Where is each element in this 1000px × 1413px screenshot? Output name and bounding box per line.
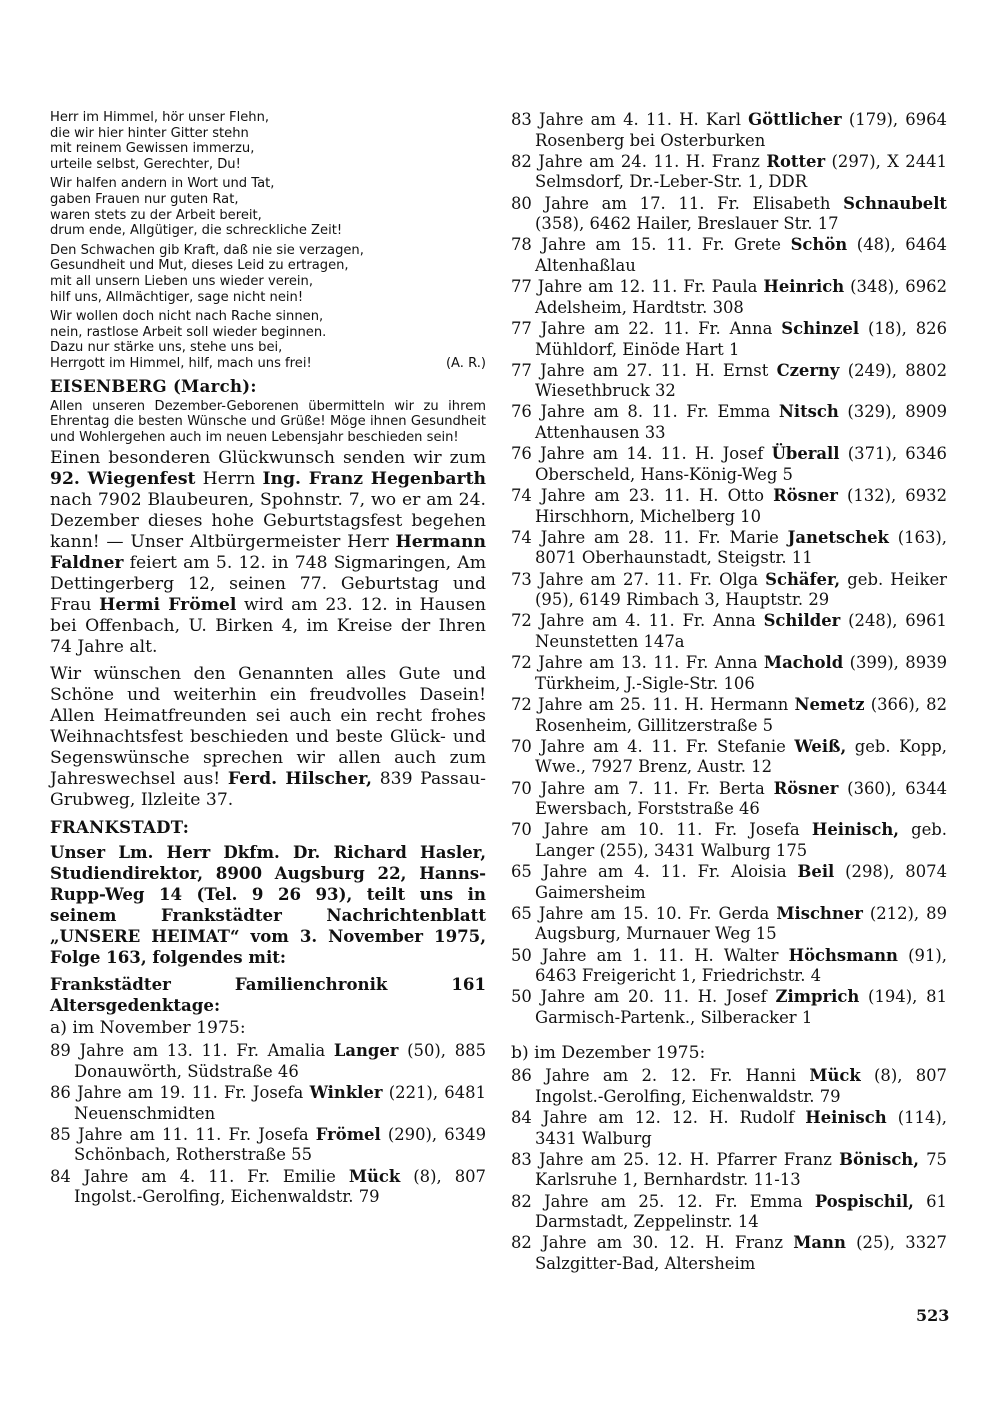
entry-address: geb. Kopp, Wwe., 7927 Brenz, Austr. 12 (535, 736, 947, 777)
birthday-entry (50, 1083, 486, 1124)
birthday-entry (511, 361, 947, 402)
birthday-entry (511, 235, 947, 276)
text-run: wird am 23. 12. in Hausen bei Offenbach, U. Birken 4, im Kreise der Ihren 74 Jahre alt. (50, 595, 487, 658)
entry-surname: Langer (333, 1041, 399, 1061)
entry-date: 72 Jahre am 13. 11. Fr. Anna (511, 653, 764, 673)
entry-date: 85 Jahre am 11. 11. Fr. Josefa (50, 1124, 316, 1144)
entry-date: 76 Jahre am 8. 11. Fr. Emma (511, 402, 779, 422)
entry-address: (8), 807 Ingolst.-Gerolfing, Eichenwaldstr. 79 (74, 1166, 486, 1207)
text-run: feiert am 5. 12. in 748 Sigmaringen, Am Dettingerberg 12, seinen 77. Geburtstag und Frau (50, 553, 486, 616)
text-run: Wir wünschen den Genannten alles Gute und Schöne und weiterhin ein freudvolles Dasein! Allen Heimatfreunden sei auch ein recht frohes Weihnachtsfest beschieden und beste Glück- und Segenswünsche sprechen wir allen auch zum Jahreswechsel aus! (50, 664, 486, 790)
december-label: b) im Dezember 1975: (511, 1043, 706, 1064)
entry-date: 70 Jahre am 10. 11. Fr. Josefa (511, 820, 812, 840)
text-run: nach 7902 Blaubeuren, Spohnstr. 7, wo er am 24. Dezember dieses hohe Geburtstagsfest begehen kann! — Unser Altbürgermeister Herr (50, 490, 486, 553)
poem-stanza (50, 309, 486, 371)
left-column (50, 110, 486, 1208)
entry-address: (290), 6349 Schönbach, Rotherstraße 55 (74, 1124, 486, 1165)
entry-surname: Schäfer, (765, 569, 841, 589)
birthday-entry (511, 611, 947, 652)
entry-address: geb. Langer (255), 3431 Walburg 175 (535, 820, 948, 860)
birthday-entry (511, 779, 947, 820)
entry-surname: Bönisch, (839, 1149, 919, 1169)
poem-line: mit reinem Gewissen immerzu, (50, 141, 255, 157)
entry-surname: Heinisch (805, 1107, 887, 1127)
birthday-entry (511, 987, 947, 1028)
entry-address: (221), 6481 Neuenschmidten (74, 1083, 486, 1123)
entry-date: 74 Jahre am 28. 11. Fr. Marie (511, 527, 788, 547)
entry-address: (298), 8074 Gaimersheim (535, 862, 948, 902)
entry-address: (358), 6462 Hailer, Breslauer Str. 17 (535, 214, 839, 234)
entry-date: 82 Jahre am 24. 11. H. Franz (511, 151, 767, 171)
poem-line: Wir wollen doch nicht nach Rache sinnen, (50, 309, 324, 325)
entry-date: 74 Jahre am 23. 11. H. Otto (511, 486, 774, 506)
poem-line: Herrgott im Himmel, hilf, mach uns frei! (50, 355, 312, 371)
birthday-entry (511, 904, 947, 945)
birthday-entry (511, 737, 947, 778)
birthday-entry (511, 653, 947, 694)
eisenberg-paragraph-2 (50, 664, 486, 811)
entry-surname: Nemetz (794, 694, 865, 714)
poem-final-line (50, 356, 486, 372)
entry-date: 65 Jahre am 4. 11. Fr. Aloisia (511, 862, 798, 882)
text-run-bold: Ferd. Hilscher, (227, 769, 373, 790)
entry-surname: Heinrich (763, 277, 845, 297)
entry-address: (179), 6964 Rosenberg bei Osterburken (535, 110, 947, 150)
poem-line: die wir hier hinter Gitter stehn (50, 125, 249, 141)
poem-stanza (50, 243, 486, 305)
entry-surname: Überall (771, 444, 840, 464)
entry-date: 82 Jahre am 25. 12. Fr. Emma (511, 1191, 815, 1211)
birthday-entry (511, 194, 947, 235)
birthday-entry (511, 402, 947, 443)
entry-date: 50 Jahre am 1. 11. H. Walter (511, 945, 789, 965)
november-label: a) im November 1975: (50, 1018, 246, 1039)
entry-date: 70 Jahre am 7. 11. Fr. Berta (511, 778, 774, 798)
entry-surname: Pospischil, (814, 1191, 914, 1211)
birthday-entry (511, 1192, 947, 1233)
entry-surname: Mück (348, 1166, 401, 1186)
entry-surname: Czerny (776, 360, 840, 380)
poem-line: Dazu nur stärke uns, stehe uns bei, (50, 340, 283, 356)
entry-address: (114), 3431 Walburg (535, 1107, 947, 1148)
poem-line: urteile selbst, Gerechter, Du! (50, 156, 241, 172)
entry-address: (91), 6463 Freigericht 1, Friedrichstr. 4 (535, 945, 947, 986)
birthday-entry (511, 277, 947, 318)
entry-surname: Weiß, (794, 736, 847, 756)
frankstadt-heading: FRANKSTADT: (50, 818, 190, 838)
poem-line: gaben Frauen nur guten Rat, (50, 191, 239, 207)
entry-date: 86 Jahre am 19. 11. Fr. Josefa (50, 1083, 310, 1103)
november-list-right (511, 110, 947, 1029)
birthday-entry (511, 528, 947, 569)
entry-surname: Rotter (766, 151, 826, 171)
poem-stanza (50, 176, 486, 238)
entry-surname: Göttlicher (748, 110, 842, 129)
entry-date: 83 Jahre am 4. 11. H. Karl (511, 110, 749, 129)
entry-surname: Nitsch (778, 402, 839, 422)
entry-address: (25), 3327 Salzgitter-Bad, Altersheim (535, 1233, 947, 1273)
frankstadt-intro: Unser Lm. Herr Dkfm. Dr. Richard Hasler, Studiendirektor, 8900 Augsburg 22, Hanns-Rupp-Weg 14 (Tel. 9 26 93), teilt uns in seinem Frankstädter Nachrichtenblatt „UNSERE HEIMAT“ vom 3. November 1975, Folge 163, folgendes mit: (50, 842, 486, 968)
entry-date: 65 Jahre am 15. 10. Fr. Gerda (511, 903, 777, 923)
entry-address: 75 Karlsruhe 1, Bernhardstr. 11-13 (535, 1149, 947, 1190)
entry-address: (132), 6932 Hirschhorn, Michelberg 10 (535, 486, 947, 526)
poem-stanza (50, 110, 486, 172)
poem-line: Herr im Himmel, hör unser Flehn, (50, 110, 270, 125)
entry-surname: Schilder (763, 611, 841, 631)
entry-surname: Schön (790, 235, 848, 255)
birthday-entry (511, 1150, 947, 1191)
birthday-entry (511, 110, 947, 151)
poem-line: nein, rastlose Arbeit soll wieder beginnen. (50, 324, 327, 340)
page-number: 523 (916, 1306, 950, 1325)
entry-date: 72 Jahre am 25. 11. H. Hermann (511, 694, 795, 714)
entry-date: 73 Jahre am 27. 11. Fr. Olga (511, 569, 766, 589)
entry-date: 78 Jahre am 15. 11. Fr. Grete (511, 235, 791, 255)
chronik-title: Frankstädter Familienchronik 161 Altersgedenktage: (50, 974, 486, 1016)
birthday-entry (511, 319, 947, 360)
entry-surname: Mück (809, 1066, 861, 1086)
entry-address: (8), 807 Ingolst.-Gerolfing, Eichenwaldstr. 79 (535, 1066, 947, 1106)
entry-address: (248), 6961 Neunstetten 147a (535, 611, 947, 651)
entry-surname: Winkler (309, 1083, 383, 1103)
eisenberg-intro: Allen unseren Dezember-Geborenen übermitteln wir zu ihrem Ehrentag die besten Wünsche und Grüße! Möge ihnen Gesundheit und Wohlergehen auch im neuen Lebensjahr beschieden sein! (50, 398, 486, 445)
birthday-entry (50, 1125, 486, 1166)
birthday-entry (511, 570, 947, 611)
entry-date: 50 Jahre am 20. 11. H. Josef (511, 987, 776, 1007)
entry-date: 82 Jahre am 30. 12. H. Franz (511, 1233, 794, 1253)
entry-date: 76 Jahre am 14. 11. H. Josef (511, 444, 772, 464)
poem-line: hilf uns, Allmächtiger, sage nicht nein! (50, 289, 304, 305)
poem-signature: (A. R.) (445, 355, 486, 371)
entry-date: 83 Jahre am 25. 12. H. Pfarrer Franz (511, 1149, 840, 1169)
entry-address: geb. Heiker (95), 6149 Rimbach 3, Hauptstr. 29 (535, 569, 947, 610)
entry-date: 86 Jahre am 2. 12. Fr. Hanni (511, 1066, 810, 1086)
entry-date: 77 Jahre am 12. 11. Fr. Paula (511, 277, 764, 297)
entry-date: 70 Jahre am 4. 11. Fr. Stefanie (511, 736, 795, 756)
entry-date: 77 Jahre am 22. 11. Fr. Anna (511, 318, 782, 338)
entry-address: (366), 82 Rosenheim, Gillitzerstraße 5 (535, 694, 948, 735)
text-run-bold: Hermann Faldner (50, 532, 486, 574)
entry-surname: Schinzel (781, 318, 860, 338)
eisenberg-paragraph-1 (50, 448, 486, 658)
entry-address: 61 Darmstadt, Zeppelinstr. 14 (535, 1191, 947, 1232)
entry-address: (48), 6464 Altenhaßlau (535, 235, 947, 275)
december-list (511, 1066, 947, 1274)
entry-address: (329), 8909 Attenhausen 33 (535, 402, 947, 443)
entry-address: (50), 885 Donauwörth, Südstraße 46 (74, 1041, 487, 1081)
right-column (511, 110, 947, 1275)
poem-line: drum ende, Allgütiger, die schreckliche Zeit! (50, 223, 343, 239)
entry-address: (348), 6962 Adelsheim, Hardtstr. 308 (535, 277, 948, 317)
entry-surname: Heinisch, (811, 820, 899, 840)
entry-surname: Beil (797, 862, 835, 882)
text-run-bold: Hermi Frömel (99, 595, 237, 616)
entry-date: 89 Jahre am 13. 11. Fr. Amalia (50, 1041, 334, 1061)
eisenberg-heading: EISENBERG (March): (50, 376, 257, 396)
text-run: Herrn (195, 469, 263, 490)
birthday-entry (511, 1108, 947, 1149)
entry-date: 77 Jahre am 27. 11. H. Ernst (511, 360, 777, 380)
entry-address: (163), 8071 Oberhaunstadt, Steigstr. 11 (535, 527, 947, 568)
entry-surname: Janetschek (787, 527, 889, 547)
entry-address: (18), 826 Mühldorf, Einöde Hart 1 (535, 318, 947, 359)
entry-surname: Mann (793, 1233, 846, 1253)
poem-line: mit all unsern Lieben uns wieder verein, (50, 273, 314, 289)
poem-line: waren stets zu der Arbeit bereit, (50, 207, 262, 223)
text-run: Einen besonderen Glückwunsch senden wir zum (50, 448, 486, 469)
entry-date: 84 Jahre am 12. 12. H. Rudolf (511, 1107, 806, 1127)
entry-surname: Rösner (773, 486, 838, 506)
entry-address: (297), X 2441 Selmsdorf, Dr.-Leber-Str. 1, DDR (535, 151, 948, 192)
poem-line: Wir halfen andern in Wort und Tat, (50, 176, 275, 192)
birthday-entry (511, 444, 947, 485)
entry-address: (399), 8939 Türkheim, J.-Sigle-Str. 106 (535, 653, 948, 693)
entry-surname: Zimprich (775, 987, 860, 1007)
entry-surname: Machold (763, 653, 844, 673)
entry-address: (194), 81 Garmisch-Partenk., Silberacker 1 (535, 987, 947, 1027)
entry-date: 80 Jahre am 17. 11. Fr. Elisabeth (511, 193, 844, 213)
entry-surname: Mischner (776, 903, 863, 923)
entry-date: 84 Jahre am 4. 11. Fr. Emilie (50, 1166, 349, 1186)
poem-line: Den Schwachen gib Kraft, daß nie sie verzagen, (50, 242, 364, 258)
birthday-entry (511, 862, 947, 903)
spacer (511, 1029, 947, 1041)
birthday-entry (511, 486, 947, 527)
birthday-entry (511, 1233, 947, 1274)
entry-address: (371), 6346 Oberscheld, Hans-König-Weg 5 (535, 444, 947, 484)
entry-surname: Höchsmann (788, 945, 898, 965)
entry-surname: Schnaubelt (843, 193, 947, 213)
birthday-entry (511, 152, 947, 193)
birthday-entry (511, 946, 947, 987)
birthday-entry (511, 820, 947, 861)
november-list-left (50, 1041, 486, 1208)
birthday-entry (511, 695, 947, 736)
entry-address: (212), 89 Augsburg, Murnauer Weg 15 (535, 903, 948, 944)
poem (50, 110, 486, 372)
text-run-bold: 92. Wiegenfest (50, 469, 196, 490)
entry-surname: Frömel (315, 1124, 381, 1144)
birthday-entry (50, 1167, 486, 1208)
text-run-bold: Ing. Franz Hegenbarth (262, 469, 487, 490)
birthday-entry (511, 1066, 947, 1107)
entry-date: 72 Jahre am 4. 11. Fr. Anna (511, 611, 764, 631)
entry-address: (360), 6344 Ewersbach, Forststraße 46 (535, 778, 947, 819)
entry-address: (249), 8802 Wiesethbruck 32 (535, 360, 947, 401)
text-run: 839 Passau-Grubweg, Ilzleite 37. (50, 769, 486, 811)
poem-line: Gesundheit und Mut, dieses Leid zu ertragen, (50, 258, 349, 274)
entry-surname: Rösner (773, 778, 839, 798)
birthday-entry (50, 1041, 486, 1082)
